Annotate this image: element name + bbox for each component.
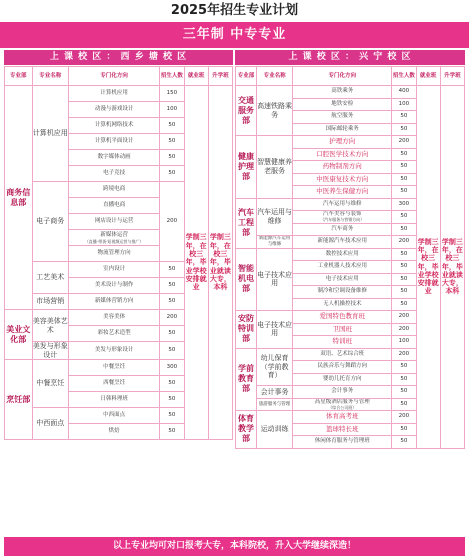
enroll-cell: 200: [392, 348, 416, 361]
direction-cell: 工业机器人技术应用: [293, 261, 392, 274]
direction-cell: 彩妆艺术造型: [68, 326, 159, 342]
enroll-cell: 50: [392, 298, 416, 311]
program-banner: 三年制 中专专业: [0, 22, 469, 48]
major-tourism: 旅游服务与管理: [256, 398, 292, 411]
direction-cell: 数控技术应用: [293, 248, 392, 261]
left-table: [4, 66, 233, 440]
enroll-cell: 50: [392, 273, 416, 286]
direction-cell: 中医康复技术方向: [293, 173, 392, 186]
direction-cell: 西餐烹饪: [68, 376, 159, 392]
direction-cell: 爱国特色教育班: [293, 311, 392, 324]
major-auto: 汽车运用与维修: [256, 198, 292, 236]
enroll-cell: 50: [392, 261, 416, 274]
direction-text: 高星级酒店服务与管理: [314, 398, 370, 405]
enroll-cell: 50: [160, 166, 184, 182]
enroll-cell: 50: [160, 294, 184, 310]
direction-cell: 新媒体营销方向: [68, 294, 159, 310]
enroll-cell: 50: [392, 423, 416, 436]
direction-text: 汽车美容与装饰: [323, 211, 362, 217]
enroll-cell: 50: [392, 111, 416, 124]
direction-cell: [293, 398, 392, 411]
enroll-cell: 50: [392, 211, 416, 224]
direction-cell: 药物制剂方向: [293, 161, 392, 174]
direction-cell: 体育高考班: [293, 411, 392, 424]
header-direction: 专门化方向: [293, 67, 392, 86]
major-western-pastry: 中西面点: [32, 408, 68, 440]
dept-arts: 美业文化部: [5, 310, 33, 360]
direction-cell: [68, 230, 159, 246]
enroll-cell: 50: [392, 186, 416, 199]
enroll-cell: 50: [160, 150, 184, 166]
enroll-cell: 400: [392, 86, 416, 99]
enroll-cell: 50: [392, 123, 416, 136]
direction-cell: 计算机网络技术: [68, 118, 159, 134]
enroll-cell: 200: [392, 411, 416, 424]
direction-cell: 室内设计: [68, 262, 159, 278]
header-enroll: 招生人数: [160, 67, 184, 86]
enroll-cell: 200: [392, 136, 416, 149]
direction-cell: 跨境电商: [68, 182, 159, 198]
enroll-cell: 100: [392, 336, 416, 349]
major-new-energy: 新能源汽车运用与维修: [256, 236, 292, 249]
enroll-cell: 100: [392, 98, 416, 111]
direction-text: 新媒体运营: [100, 231, 128, 238]
major-preschool: 幼儿保育（学前教育）: [256, 348, 292, 386]
direction-cell: 高铁乘务: [293, 86, 392, 99]
major-chinese-cooking: 中餐烹饪: [32, 360, 68, 408]
dept-cooking: 烹饪部: [5, 360, 33, 440]
enroll-cell: 50: [392, 148, 416, 161]
header-employ: 就业班: [416, 67, 440, 86]
header-dept: 专业部: [236, 67, 257, 86]
direction-cell: 航空服务: [293, 111, 392, 124]
dept-business: 商务信息部: [5, 86, 33, 310]
enroll-cell: 50: [160, 424, 184, 440]
header-major: 专业名称: [32, 67, 68, 86]
header-dept: 专业部: [5, 67, 33, 86]
direction-cell: 电子竞技: [68, 166, 159, 182]
major-beauty: 美容美体艺术: [32, 310, 68, 342]
direction-cell: 计算机应用: [68, 86, 159, 102]
direction-cell: 中餐烹饪: [68, 360, 159, 376]
direction-cell: [293, 211, 392, 224]
major-electronic-security: 电子技术应用: [256, 311, 292, 349]
header-direction: 专门化方向: [68, 67, 159, 86]
direction-cell: 地铁安检: [293, 98, 392, 111]
direction-cell: 中医养生保健方向: [293, 186, 392, 199]
direction-cell: 美术设计与制作: [68, 278, 159, 294]
enroll-cell: 50: [160, 278, 184, 294]
direction-note: （综合公司班）: [328, 404, 357, 410]
dept-security: 安防特训部: [236, 311, 257, 349]
dept-health: 健康护理部: [236, 136, 257, 199]
direction-cell: 物流管理方向: [68, 246, 159, 262]
header-enroll: 招生人数: [392, 67, 416, 86]
enroll-cell: 50: [160, 326, 184, 342]
major-elderly: 智慧健康养老服务: [256, 136, 292, 199]
direction-cell: 美容美体: [68, 310, 159, 326]
enroll-cell: 300: [392, 198, 416, 211]
enroll-cell: 50: [392, 223, 416, 236]
right-table: [235, 66, 465, 449]
dept-smart: 智能机电部: [236, 248, 257, 311]
direction-cell: 特训班: [293, 336, 392, 349]
direction-cell: 婴幼儿托育方向: [293, 373, 392, 386]
header-higher: 升学班: [440, 67, 464, 86]
enroll-cell: 300: [160, 360, 184, 376]
direction-cell: 美发与形象设计: [68, 342, 159, 360]
direction-cell: 会计事务: [293, 386, 392, 399]
campus-xingning: 上 课 校 区 ： 兴 宁 校 区: [235, 50, 465, 65]
enroll-cell: 50: [160, 134, 184, 150]
direction-cell: 直播电商: [68, 198, 159, 214]
enroll-cell: 200: [160, 182, 184, 262]
dept-sports: 体育教学部: [236, 411, 257, 449]
major-electronic: 电子技术应用: [256, 248, 292, 311]
enroll-cell: 50: [392, 286, 416, 299]
enroll-cell: 50: [160, 118, 184, 134]
direction-cell: 制冷和空调设备维修: [293, 286, 392, 299]
major-hair: 美发与形象设计: [32, 342, 68, 359]
direction-cell: 篮球特长班: [293, 423, 392, 436]
direction-cell: 护理方向: [293, 136, 392, 149]
major-computer: 计算机应用: [32, 86, 68, 182]
left-employ-note: 学制三年，在校三年，毕业学校安排就业: [184, 86, 208, 440]
direction-cell: 烘焙: [68, 424, 159, 440]
enroll-cell: 50: [160, 342, 184, 360]
major-accounting: 会计事务: [256, 386, 292, 399]
enroll-cell: 50: [392, 386, 416, 399]
enroll-cell: 50: [160, 376, 184, 392]
header-major: 专业名称: [256, 67, 292, 86]
major-sports: 运动训练: [256, 411, 292, 449]
direction-cell: 休闲体育服务与管理班: [293, 436, 392, 449]
footer-banner: 以上专业均可对口报考大专，本科院校，升入大学继续深造！: [4, 537, 465, 556]
enroll-cell: 50: [160, 408, 184, 424]
major-marketing: 市场营销: [32, 294, 68, 310]
direction-cell: 双语、艺术综合班: [293, 348, 392, 361]
enroll-cell: 50: [392, 398, 416, 411]
enroll-cell: 200: [392, 236, 416, 249]
major-railway: 高速铁路乘务: [256, 86, 292, 136]
enroll-cell: 200: [392, 323, 416, 336]
direction-cell: 中西面点: [68, 408, 159, 424]
campus-xixiangtang: 上 课 校 区 ： 西 乡 塘 校 区: [4, 50, 233, 65]
left-higher-note: 学制三年，在校三年，毕业就读大专，本科: [208, 86, 232, 440]
enroll-cell: 50: [160, 392, 184, 408]
direction-cell: 新能源汽车技术应用: [293, 236, 392, 249]
direction-cell: 民族音乐与舞蹈方向: [293, 361, 392, 374]
direction-cell: 网店设计与运营: [68, 214, 159, 230]
header-higher: 升学班: [208, 67, 232, 86]
page-title: 2025年招生专业计划: [0, 0, 469, 22]
enroll-cell: 50: [392, 248, 416, 261]
direction-cell: 汽车运用与维修: [293, 198, 392, 211]
direction-cell: 国际邮轮乘务: [293, 123, 392, 136]
direction-cell: 电子技术应用: [293, 273, 392, 286]
enroll-cell: 50: [392, 436, 416, 449]
direction-cell: 卫国班: [293, 323, 392, 336]
enroll-cell: 50: [392, 361, 416, 374]
right-employ-note: 学制三年，在校三年，毕业学校安排就业: [416, 86, 440, 449]
direction-note: （直播·带货·短视频运营与推广）: [84, 238, 144, 244]
direction-cell: 口腔医学技术方向: [293, 148, 392, 161]
dept-auto: 汽车工程部: [236, 198, 257, 248]
enroll-cell: 50: [392, 173, 416, 186]
enroll-cell: 50: [392, 373, 416, 386]
direction-cell: 动漫与游戏设计: [68, 102, 159, 118]
enroll-cell: 50: [160, 262, 184, 278]
enroll-cell: 200: [160, 310, 184, 326]
major-ecommerce: 电子商务: [32, 182, 68, 262]
enroll-cell: 50: [392, 161, 416, 174]
direction-note: （汽车服务与营销方向）: [320, 217, 365, 222]
right-higher-note: 学制三年，在校三年，毕业就读大专，本科: [440, 86, 464, 449]
direction-cell: 计算机平面设计: [68, 134, 159, 150]
direction-cell: 数字媒体动画: [68, 150, 159, 166]
major-craft: 工艺美术: [32, 262, 68, 294]
header-employ: 就业班: [184, 67, 208, 86]
direction-cell: 无人机操控技术: [293, 298, 392, 311]
enroll-cell: 200: [392, 311, 416, 324]
enroll-cell: 100: [160, 102, 184, 118]
direction-cell: 日韩料理班: [68, 392, 159, 408]
direction-cell: 汽车商务: [293, 223, 392, 236]
dept-preschool: 学前教育部: [236, 348, 257, 411]
dept-transport: 交通服务部: [236, 86, 257, 136]
enroll-cell: 150: [160, 86, 184, 102]
